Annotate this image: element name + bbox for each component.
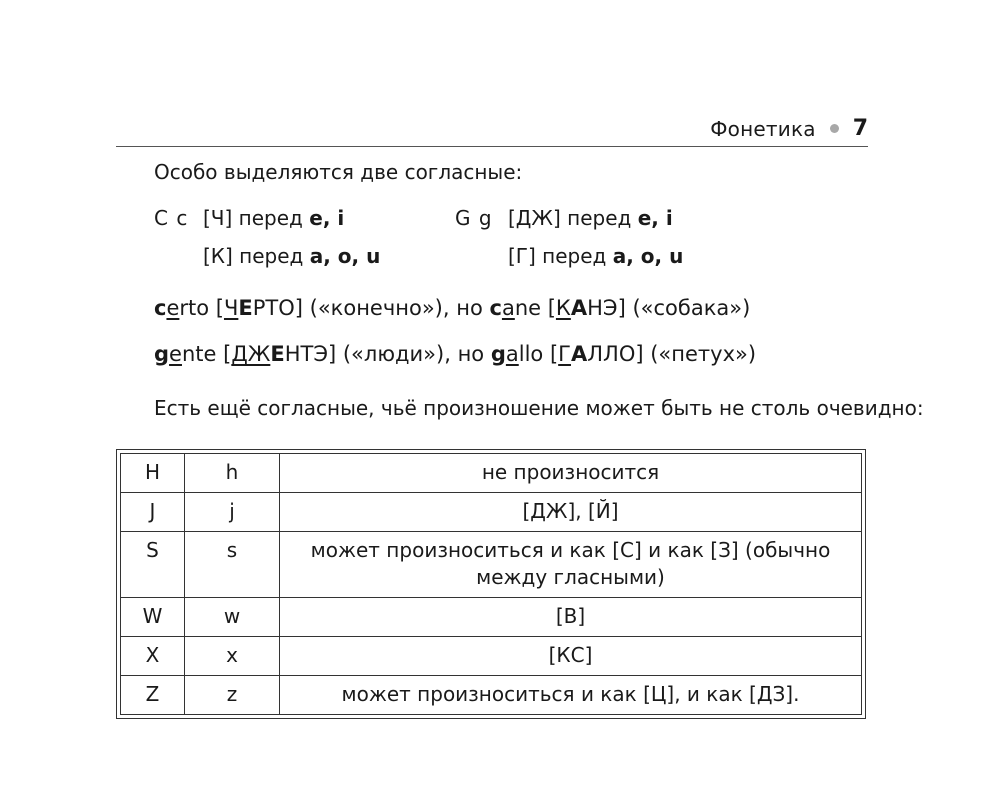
cell-lower: s xyxy=(185,532,280,598)
cell-upper: X xyxy=(121,637,185,676)
cell-lower: z xyxy=(185,676,280,715)
rule-vowels: e, i xyxy=(309,206,345,230)
cell-description: может произноситься и как [Ц], и как [ДЗ]. xyxy=(280,676,862,715)
transcription-underlined: Г xyxy=(558,342,571,366)
table-row xyxy=(121,676,862,715)
table-row xyxy=(121,637,862,676)
transcription-open: [ xyxy=(216,342,232,366)
word-rest: llo xyxy=(518,342,544,366)
transcription-underlined: Ч xyxy=(223,296,239,320)
rule-sound: [ДЖ] перед xyxy=(508,206,638,230)
rule-sound: [Ч] перед xyxy=(203,206,310,230)
word-rest: nte xyxy=(181,342,217,366)
word-underlined: a xyxy=(501,296,515,320)
cell-description: не произносится xyxy=(280,454,862,493)
word-underlined: e xyxy=(169,342,182,366)
translation-tail: («собака») xyxy=(625,296,751,320)
bullet-dot-icon xyxy=(830,124,839,133)
transcription-underlined: К xyxy=(555,296,571,320)
transcription-open: [ xyxy=(541,296,556,320)
translation-tail: («петух») xyxy=(643,342,757,366)
cell-description: [КС] xyxy=(280,637,862,676)
table-row xyxy=(121,532,862,598)
transcription-underlined: ДЖ xyxy=(231,342,271,366)
cell-upper: W xyxy=(121,598,185,637)
word-bold: c xyxy=(154,296,167,320)
cell-description: может произноситься и как [С] и как [З] (обычно между гласными) xyxy=(280,532,862,598)
section-title: Фонетика xyxy=(710,116,816,141)
consonant-table xyxy=(116,449,866,719)
translation-mid: («люди»), но xyxy=(336,342,491,366)
translation-mid: («конечно»), но xyxy=(302,296,490,320)
cell-upper: S xyxy=(121,532,185,598)
example-line-certo xyxy=(154,296,750,320)
rule-vowels: e, i xyxy=(637,206,673,230)
table-row xyxy=(121,598,862,637)
transcription-stress: А xyxy=(570,342,588,366)
cell-lower: j xyxy=(185,493,280,532)
rule-g-soft xyxy=(508,206,673,230)
transcription-rest: НТЭ] xyxy=(284,342,337,366)
rule-vowels: a, o, u xyxy=(612,244,684,268)
table-row xyxy=(121,493,862,532)
transcription-open: [ xyxy=(209,296,224,320)
transcription-stress: Е xyxy=(270,342,285,366)
table-row xyxy=(121,454,862,493)
rule-sound: [Г] перед xyxy=(508,244,613,268)
cell-upper: J xyxy=(121,493,185,532)
intro-text: Особо выделяются две согласные: xyxy=(154,160,523,184)
page-number: 7 xyxy=(852,116,868,141)
transcription-stress: Е xyxy=(238,296,253,320)
transcription-rest: РТО] xyxy=(252,296,303,320)
cell-upper: H xyxy=(121,454,185,493)
rule-g-hard xyxy=(508,244,683,268)
cell-lower: h xyxy=(185,454,280,493)
example-line-gente xyxy=(154,342,756,366)
word-bold: g xyxy=(490,342,506,366)
word-rest: ne xyxy=(514,296,542,320)
page-header xyxy=(116,112,868,147)
cell-lower: x xyxy=(185,637,280,676)
rule-c-soft xyxy=(203,206,344,230)
word-rest: rto xyxy=(179,296,210,320)
more-consonants-text: Есть ещё согласные, чьё произношение может быть не столь очевидно: xyxy=(154,396,924,420)
word-underlined: e xyxy=(166,296,180,320)
transcription-open: [ xyxy=(543,342,559,366)
word-underlined: a xyxy=(505,342,519,366)
rule-sound: [К] перед xyxy=(203,244,310,268)
cell-lower: w xyxy=(185,598,280,637)
rule-c-hard xyxy=(203,244,380,268)
transcription-rest: ЛЛО] xyxy=(587,342,644,366)
cell-upper: Z xyxy=(121,676,185,715)
cell-description: [В] xyxy=(280,598,862,637)
word-bold: g xyxy=(154,342,170,366)
transcription-rest: НЭ] xyxy=(587,296,626,320)
word-bold: c xyxy=(489,296,502,320)
consonant-letters-g: G g xyxy=(455,206,493,230)
cell-description: [ДЖ], [Й] xyxy=(280,493,862,532)
rule-vowels: a, o, u xyxy=(309,244,381,268)
consonant-letters-c: C c xyxy=(154,206,189,230)
transcription-stress: А xyxy=(570,296,588,320)
